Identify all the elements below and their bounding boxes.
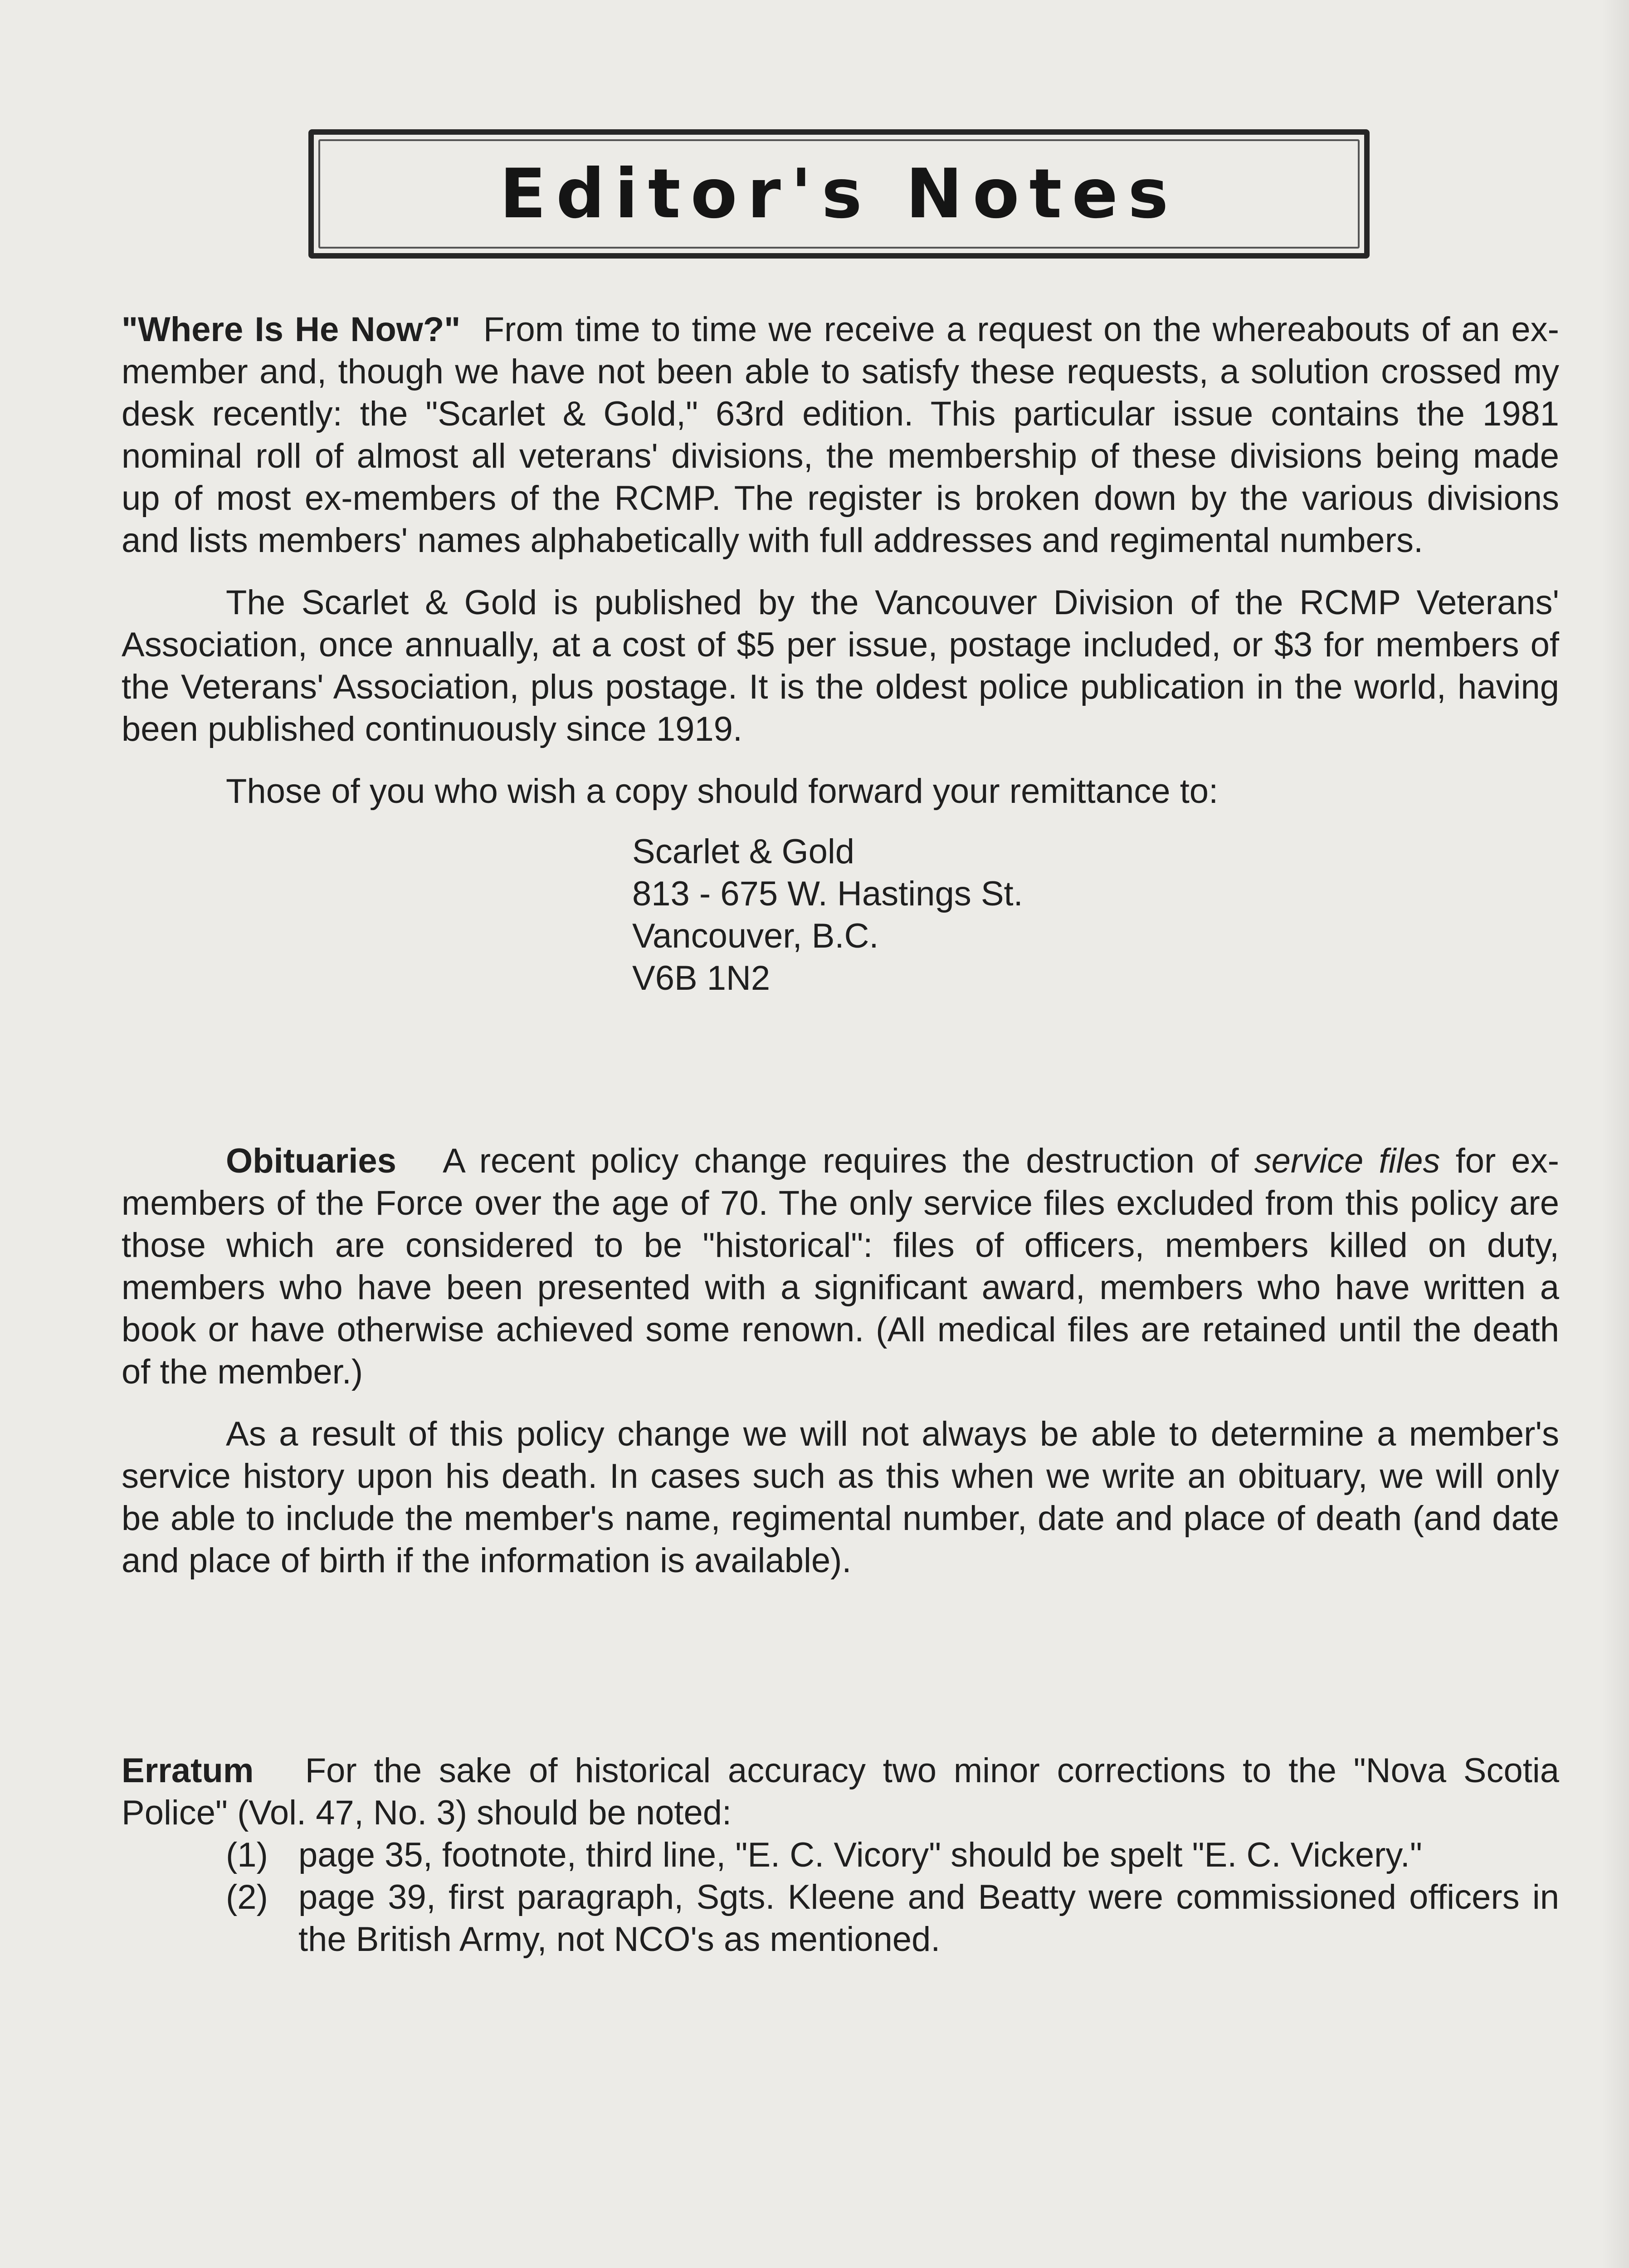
erratum-list	[122, 1834, 1559, 1960]
mailing-address	[632, 831, 1559, 999]
erratum-item-text: page 39, first paragraph, Sgts. Kleene and Beatty were commissioned officers in the British Army, not NCO's as mentioned.	[298, 1878, 1559, 1959]
address-line-1: Scarlet & Gold	[632, 832, 854, 871]
where-is-he-now-heading: "Where Is He Now?"	[122, 310, 461, 349]
erratum-intro: For the sake of historical accuracy two minor corrections to the "Nova Scotia Police" (Vol. 47, No. 3) should be noted:	[122, 1751, 1559, 1832]
title-banner	[308, 129, 1370, 259]
obituaries-text-1b: for ex-members of the Force over the age of 70. The only service files excluded from this policy are those which are considered to be "historical": files of officers, members killed on duty, members who have been presented with a significant award, members who have written a book or have otherwise achieved some renown. (All medical files are retained until the death of the member.)	[122, 1142, 1559, 1391]
obituaries-paragraph-2: As a result of this policy change we will not always be able to determine a member's service history upon his death. In cases such as this when we write an obituary, we will only be able to include the member's name, regimental number, date and place of death (and date and place of birth if the information is available).	[122, 1415, 1559, 1580]
obituaries-paragraph-1	[122, 1140, 1559, 1393]
where-is-he-now-text-1: From time to time we receive a request on the whereabouts of an ex-member and, though we have not been able to satisfy these requests, a solution crossed my desk recently: the "Scarlet & Gold," 63rd edition. This particular issue contains the 1981 nominal roll of almost all veterans' divisions, the membership of these divisions being made up of most ex-members of the RCMP. The register is broken down by the various divisions and lists members' names alphabetically with full addresses and regimental numbers.	[122, 310, 1559, 560]
erratum-item-number: (2)	[226, 1878, 268, 1916]
address-line-4: V6B 1N2	[632, 959, 771, 997]
erratum-item-text: page 35, footnote, third line, "E. C. Vicory" should be spelt "E. C. Vickery."	[298, 1836, 1422, 1874]
where-is-he-now-paragraph-3: Those of you who wish a copy should forward your remittance to:	[226, 772, 1219, 811]
erratum-item	[226, 1834, 1559, 1876]
page-title: Editor's Notes	[499, 154, 1179, 234]
obituaries-text-1a: A recent policy change requires the destruction of	[443, 1142, 1239, 1180]
erratum-paragraph	[122, 1750, 1559, 1834]
obituaries-text-italic: service files	[1254, 1142, 1440, 1180]
obituaries-heading: Obituaries	[226, 1142, 396, 1180]
address-line-2: 813 - 675 W. Hastings St.	[632, 875, 1023, 913]
address-line-3: Vancouver, B.C.	[632, 917, 879, 955]
article-body	[122, 308, 1559, 1960]
erratum-item-number: (1)	[226, 1836, 268, 1874]
where-is-he-now-paragraph-2: The Scarlet & Gold is published by the Vancouver Division of the RCMP Veterans' Association, once annually, at a cost of $5 per issue, postage included, or $3 for members of the Veterans' Association, plus postage. It is the oldest police publication in the world, having been published continuously since 1919.	[122, 583, 1559, 748]
erratum-item	[226, 1876, 1559, 1960]
where-is-he-now-paragraph-1	[122, 308, 1559, 562]
page-edge-shadow	[1602, 0, 1629, 2268]
erratum-heading: Erratum	[122, 1751, 254, 1790]
